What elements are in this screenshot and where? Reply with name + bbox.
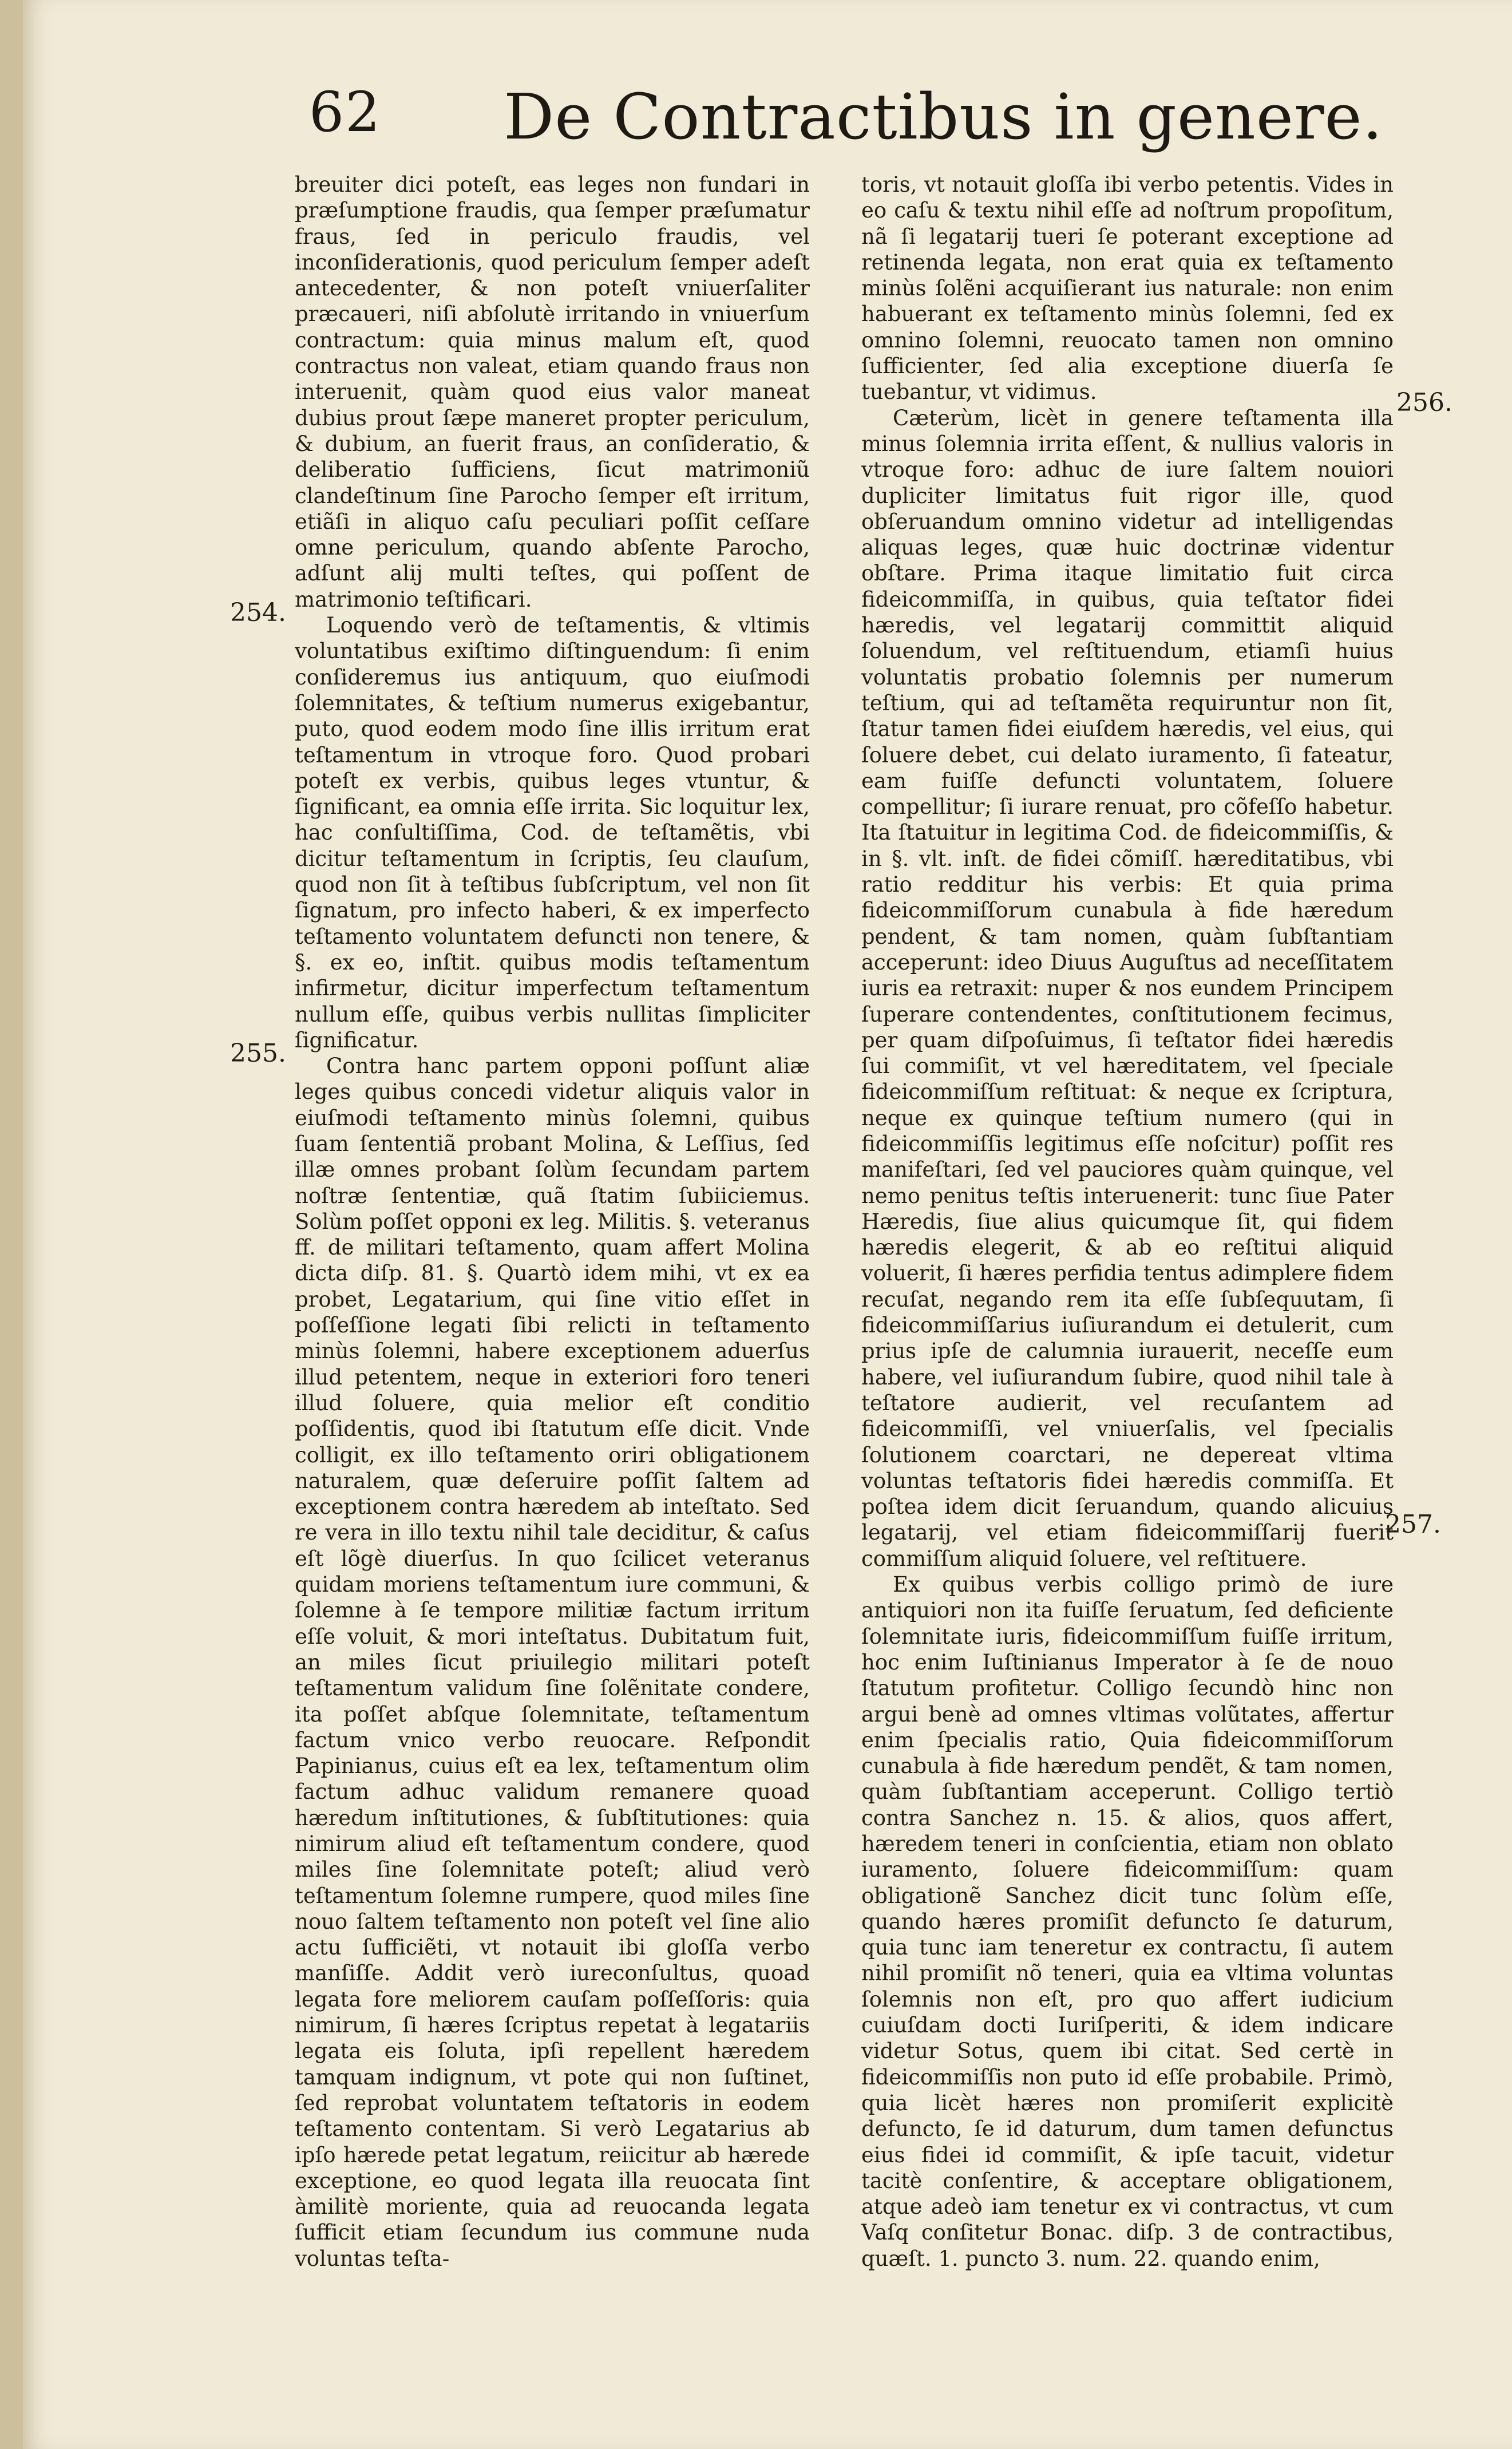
margin-number-257: 257. [1385,1510,1441,1539]
background-edge [0,0,23,2449]
right-paragraph-2: Cæterùm, licèt in genere teſtamenta illa minus ſolemnia irrita eſſent, & nullius valoris in vtroque foro: adhuc de iure ſaltem nouiori dupliciter limitatus fuit rigor ille, quod obſeruandum omnino videtur ad intelligendas aliquas leges, quæ huic doctrinæ videntur obſtare. Prima itaque limitatio fuit circa fideicommiſſa, in quibus, quia teſtator fidei hæredis, vel legatarij committit aliquid ſoluendum, vel reſtituendum, etiamſi huius voluntatis probatio ſolemnis per numerum teſtium, qui ad teſtamẽta requiruntur non ſit, ſtatur tamen fidei eiuſdem hæredis, vel eius, qui ſoluere debet, cui delato iuramento, ſi fateatur, eam fuiſſe defuncti voluntatem, ſoluere compellitur; ſi iurare renuat, pro cõfeſſo habetur. Ita ſtatuitur in legitima Cod. de fideicommiſſis, & in §. vlt. inſt. de fidei cõmiſſ. hæreditatibus, vbi ratio redditur his verbis: Et quia prima fideicommiſſorum cunabula à fide hæredum pendent, & tam nomen, quàm ſubſtantiam acceperunt: ideo Diuus Auguſtus ad neceſſitatem iuris ea retraxit: nuper & nos eundem Principem ſuperare contendentes, conſtitutionem fecimus, per quam diſpoſuimus, ſi teſtator fidei hæredis ſui commiſit, vt vel hæreditatem, vel ſpeciale fideicommiſſum reſtituat: & neque ex ſcriptura, neque ex quinque teſtium numero (qui in fideicommiſſis legitimus eſſe noſcitur) poſſit res manifeſtari, ſed vel pauciores quàm quinque, vel nemo penitus teſtis interuenerit: tunc ſiue Pater Hæredis, ſiue alius quicumque ſit, qui fidem hæredis elegerit, & ab eo reſtitui aliquid voluerit, ſi hæres perfidia tentus adimplere fidem recuſat, negando rem ita eſſe ſubſequutam, ſi fideicommiſſarius iuſiurandum ei detulerit, cum prius ipſe de calumnia iurauerit, neceſſe eum habere, vel iuſiurandum ſubire, quod nihil tale à teſtatore audierit, vel recuſantem ad fideicommiſſi, vel vniuerſalis, vel ſpecialis ſolutionem coarctari, ne depereat vltima voluntas teſtatoris fidei hæredis commiſſa. Et poſtea idem dicit ſeruandum, quando alicuius legatarij, vel etiam fideicommiſſarij fuerit commiſſum aliquid ſoluere, vel reſtituere. [861,405,1394,1571]
page-number: 62 [309,80,382,144]
running-title: De Contractibus in genere. [504,80,1383,153]
right-paragraph-3: Ex quibus verbis colligo primò de iure antiquiori non ita fuiſſe ſeruatum, ſed deficiente ſolemnitate iuris, fideicommiſſum fuiſſe irritum, hoc enim Iuſtinianus Imperator à ſe de nouo ſtatutum profitetur. Colligo ſecundò hinc non argui benè ad omnes vltimas volũtates, affertur enim ſpecialis ratio, Quia fideicommiſſorum cunabula à fide hæredum pendẽt, & tam nomen, quàm ſubſtantiam acceperunt. Colligo tertiò contra Sanchez n. 15. & alios, quos affert, hæredem teneri in conſcientia, etiam non oblato iuramento, ſoluere fideicommiſſum: quam obligationẽ Sanchez dicit tunc ſolùm eſſe, quando hæres promiſit defuncto ſe daturum, quia tunc iam teneretur ex contractu, ſi autem nihil promiſit nõ teneri, quia ea vltima voluntas ſolemnis non eſt, pro quo affert iudicium cuiuſdam docti Iuriſperiti, & idem indicare videtur Sotus, quem ibi citat. Sed certè in fideicommiſſis non puto id eſſe probabile. Primò, quia licèt hæres non promiſerit explicitè defuncto, ſe id daturum, dum tamen defunctus eius fidei id commiſit, & ipſe tacuit, videtur tacitè conſentire, & acceptare obligationem, atque adeò iam tenetur ex vi contractus, vt cum Vaſq conſitetur Bonac. diſp. 3 de contractibus, quæſt. 1. puncto 3. num. 22. quando enim, [861,1572,1394,2271]
right-paragraph-1: toris, vt notauit gloſſa ibi verbo petentis. Vides in eo caſu & textu nihil eſſe ad noſtrum propoſitum, nã ſi legatarij tueri ſe poterant exceptione ad retinenda legata, non erat quia ex teſtamento minùs ſolẽni acquiſierant ius naturale: non enim habuerant ex teſtamento minùs ſolemni, ſed ex omnino ſolemni, reuocato tamen non omnino ſufficienter, ſed alia exceptione diuerſa ſe tuebantur, vt vidimus. [861,172,1394,405]
margin-number-254: 254. [230,598,286,627]
margin-number-256: 256. [1396,388,1452,417]
left-paragraph-3: Contra hanc partem opponi poſſunt aliæ leges quibus concedi videtur aliquis valor in eiuſmodi teſtamento minùs ſolemni, quibus ſuam ſententiã probant Molina, & Leſſius, ſed illæ omnes probant ſolùm ſecundam partem noſtræ ſententiæ, quã ſtatim ſubiiciemus. Solùm poſſet opponi ex leg. Militis. §. veteranus ff. de militari teſtamento, quam affert Molina dicta diſp. 81. §. Quartò idem mihi, vt ex ea probet, Legatarium, qui ſine vitio eſſet in poſſeſſione legati ſibi relicti in teſtamento minùs ſolemni, habere exceptionem aduerſus illud petentem, neque in exteriori foro teneri illud ſoluere, quia melior eſt conditio poſſidentis, quod ibi ſtatutum eſſe dicit. Vnde colligit, ex illo teſtamento oriri obligationem naturalem, quæ deſeruire poſſit ſaltem ad exceptionem contra hæredem ab inteſtato. Sed re vera in illo textu nihil tale deciditur, & caſus eſt lõgè diuerſus. In quo ſcilicet veteranus quidam moriens teſtamentum iure communi, & ſolemne à ſe tempore militiæ factum irritum eſſe voluit, & mori inteſtatus. Dubitatum fuit, an miles ſicut priuilegio militari poteſt teſtamentum validum ſine ſolẽnitate condere, ita poſſet abſque ſolemnitate, teſtamentum factum vnico verbo reuocare. Reſpondit Papinianus, cuius eſt ea lex, teſtamentum olim factum adhuc validum remanere quoad hæredum inſtitutiones, & ſubſtitutiones: quia nimirum aliud eſt teſtamentum condere, quod miles ſine ſolemnitate poteſt; aliud verò teſtamentum ſolemne rumpere, quod miles ſine nouo ſaltem teſtamento non poteſt vel ſine alio actu ſufficiẽti, vt notauit ibi gloſſa verbo manſiſſe. Addit verò iureconſultus, quoad legata fore meliorem cauſam poſſeſſoris: quia nimirum, ſi hæres ſcriptus repetat à legatariis legata eis ſoluta, ipſi repellent hæredem tamquam indignum, vt pote qui non ſuſtinet, ſed reprobat voluntatem teſtatoris in eodem teſtamento contentam. Si verò Legatarius ab ipſo hærede petat legatum, reiicitur ab hærede exceptione, eo quod legata illa reuocata ſint àmilitè moriente, quia ad reuocanda legata ſufficit etiam ſecundum ius commune nuda voluntas teſta- [295,1054,810,2271]
right-column [861,172,1394,2272]
left-paragraph-2: Loquendo verò de teſtamentis, & vltimis voluntatibus exiſtimo diſtinguendum: ſi enim conſideremus ius antiquum, quo eiuſmodi ſolemnitates, & teſtium numerus exigebantur, puto, quod eodem modo ſine illis irritum erat teſtamentum in vtroque foro. Quod probari poteſt ex verbis, quibus leges vtuntur, & ſignificant, ea omnia eſſe irrita. Sic loquitur lex, hac conſultiſſima, Cod. de teſtamẽtis, vbi dicitur teſtamentum in ſcriptis, ſeu clauſum, quod non ſit à teſtibus ſubſcriptum, vel non ſit ſignatum, pro infecto haberi, & ex imperfecto teſtamento voluntatem defuncti non tenere, & §. ex eo, inſtit. quibus modis teſtamentum infirmetur, dicitur imperfectum teſtamentum nullum eſſe, quibus verbis nullitas ſimpliciter ſignificatur. [295,613,810,1053]
left-column [295,172,810,2272]
margin-number-255: 255. [230,1039,286,1068]
left-paragraph-1: breuiter dici poteſt, eas leges non fundari in præſumptione fraudis, qua ſemper præſumatur fraus, ſed in periculo fraudis, vel inconſiderationis, quod periculum ſemper adeſt antecedenter, & non poteſt vniuerſaliter præcaueri, niſi abſolutè irritando in vniuerſum contractum: quia minus malum eſt, quod contractus non valeat, etiam quando fraus non interuenit, quàm quod eius valor maneat dubius prout ſæpe maneret propter periculum, & dubium, an fuerit fraus, an conſideratio, & deliberatio ſufficiens, ſicut matrimoniũ clandeſtinum ſine Parocho ſemper eſt irritum, etiãſi in aliquo caſu peculiari poſſit ceſſare omne periculum, quando abſente Parocho, adſunt alij multi teſtes, qui poſſent de matrimonio teſtificari. [295,172,810,612]
